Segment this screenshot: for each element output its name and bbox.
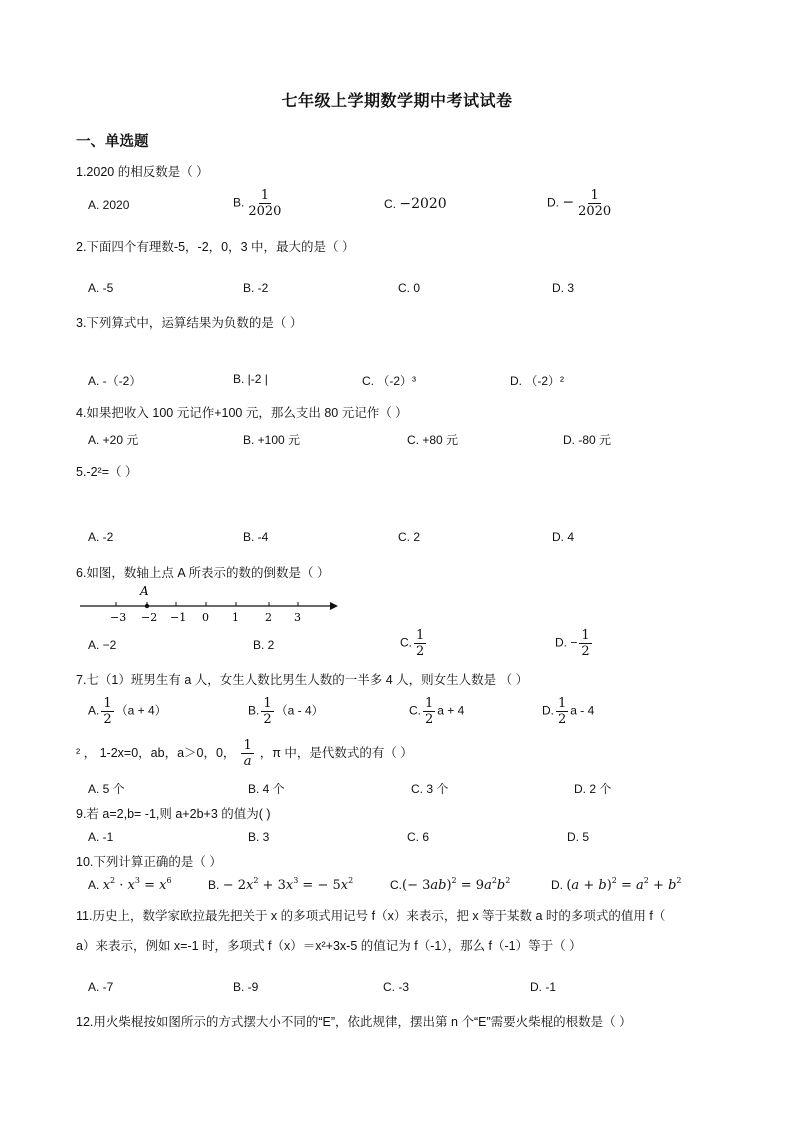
q2-stem: 2.下面四个有理数-5，-2，0，3 中，最大的是（ ）	[76, 240, 355, 254]
q10-option-c: $C.(- 3ab)^2 = 9a^2b^2$	[390, 876, 511, 893]
q4-stem: 4.如果把收入 100 元记作+100 元，那么支出 80 元记作（ ）	[76, 406, 408, 420]
q2-option-c: C. 0	[398, 281, 421, 295]
tick-label: 1	[232, 611, 239, 624]
q3-option-b: B. |-2 |	[233, 372, 268, 386]
q6-stem: 6.如图，数轴上点 A 所表示的数的倒数是（ ）	[76, 566, 330, 580]
q6-option-d: D. − $\frac{1}{2}$	[555, 628, 590, 659]
q1-stem: 1.2020 的相反数是（ ）	[76, 165, 209, 179]
tick-label: −3	[110, 611, 127, 624]
q5-option-a: A. -2	[88, 530, 114, 544]
q4-option-c: C. +80 元	[407, 433, 459, 447]
q11-line1: 11.历史上，数学家欧拉最先把关于 x 的多项式用记号 f（x）来表示，把 x 等于某数 a 时的多项式的值用 f（	[76, 909, 666, 923]
q7-option-a: A. $\frac{1}{2}$ （a + 4）	[88, 696, 167, 727]
q11-option-a: A. -7	[88, 980, 114, 994]
q3-option-d: D. （-2）²	[510, 374, 565, 388]
q7-option-b: B. $\frac{1}{2}$ （a - 4）	[248, 696, 324, 727]
q8-stem: ² ， 1-2x=0，ab，a＞0，0， $\frac{1}{a}$ ，π 中，是代数式的有（ ）	[76, 738, 413, 769]
q4-option-d: D. -80 元	[563, 433, 612, 447]
q3-stem: 3.下列算式中，运算结果为负数的是（ ）	[76, 316, 303, 330]
q10-stem: 10.下列计算正确的是（ ）	[76, 855, 222, 869]
q9-option-a: A. -1	[88, 830, 114, 844]
q4-option-a: A. +20 元	[88, 433, 139, 447]
q3-option-a: A. -（-2）	[88, 374, 142, 388]
q7-option-d: D. $\frac{1}{2}$ a - 4	[542, 696, 595, 727]
axis-arrow-icon	[330, 602, 338, 610]
tick-label: −1	[170, 611, 187, 624]
q2-option-a: A. -5	[88, 281, 114, 295]
tick-label: 0	[202, 611, 209, 624]
q5-option-d: D. 4	[552, 530, 575, 544]
section-heading: 一、单选题	[76, 134, 149, 150]
q2-option-b: B. -2	[243, 281, 269, 295]
q1-option-c: C. −2020	[384, 196, 447, 212]
q8-option-b: B. 4 个	[248, 782, 285, 796]
tick-label: −2	[141, 611, 158, 624]
q2-option-d: D. 3	[552, 281, 575, 295]
q4-option-b: B. +100 元	[243, 433, 301, 447]
point-a-marker	[145, 604, 149, 608]
q6-option-c: C. $\frac{1}{2}$	[400, 628, 425, 659]
q9-stem: 9.若 a=2,b= -1,则 a+2b+3 的值为( )	[76, 807, 271, 821]
q6-option-b: B. 2	[253, 638, 275, 652]
number-line-figure	[80, 582, 340, 624]
q5-option-b: B. -4	[243, 530, 269, 544]
q10-option-d: D. $(a + b)^2 = a^2 + b^2$	[551, 876, 682, 893]
q8-option-d: D. 2 个	[574, 782, 612, 796]
q11-option-b: B. -9	[233, 980, 259, 994]
q1-option-d: D. − $\frac{1}{2020}$	[547, 188, 612, 219]
q12-stem: 12.用火柴棍按如图所示的方式摆大小不同的“E”，依此规律，摆出第 n 个“E”需要火柴棍的根数是（ ）	[76, 1015, 632, 1029]
q9-option-d: D. 5	[567, 830, 590, 844]
q1-option-b: B. $\frac{1}{2020}$	[233, 188, 282, 219]
q3-option-c: C. （-2）³	[362, 374, 417, 388]
q9-option-c: C. 6	[407, 830, 430, 844]
q11-option-c: C. -3	[383, 980, 410, 994]
q6-option-a: A. −2	[88, 638, 117, 652]
point-a-label: A	[140, 584, 149, 598]
q8-option-a: A. 5 个	[88, 782, 125, 796]
q5-stem: 5.-2²=（ ）	[76, 465, 138, 479]
q10-option-a: A. $x^2 \cdot x^3 = x^6$	[88, 876, 172, 893]
q11-line2: a）来表示，例如 x=-1 时，多项式 f（x）＝x²+3x-5 的值记为 f（-1），那么 f（-1）等于（ ）	[76, 939, 582, 953]
page-title: 七年级上学期数学期中考试试卷	[281, 93, 513, 110]
tick-label: 2	[265, 611, 272, 624]
tick-label: 3	[294, 611, 301, 624]
q10-option-b: B. − $2x^2 + 3x^3$ = − $5x^2$	[208, 876, 354, 893]
q9-option-b: B. 3	[248, 830, 270, 844]
q7-stem: 7.七（1）班男生有 a 人，女生人数比男生人数的一半多 4 人，则女生人数是 （ ）	[76, 673, 529, 687]
q5-option-c: C. 2	[398, 530, 421, 544]
q1-option-a: A. 2020	[88, 198, 130, 212]
q7-option-c: C. $\frac{1}{2}$ a + 4	[409, 696, 465, 727]
q11-option-d: D. -1	[530, 980, 557, 994]
q8-option-c: C. 3 个	[411, 782, 449, 796]
